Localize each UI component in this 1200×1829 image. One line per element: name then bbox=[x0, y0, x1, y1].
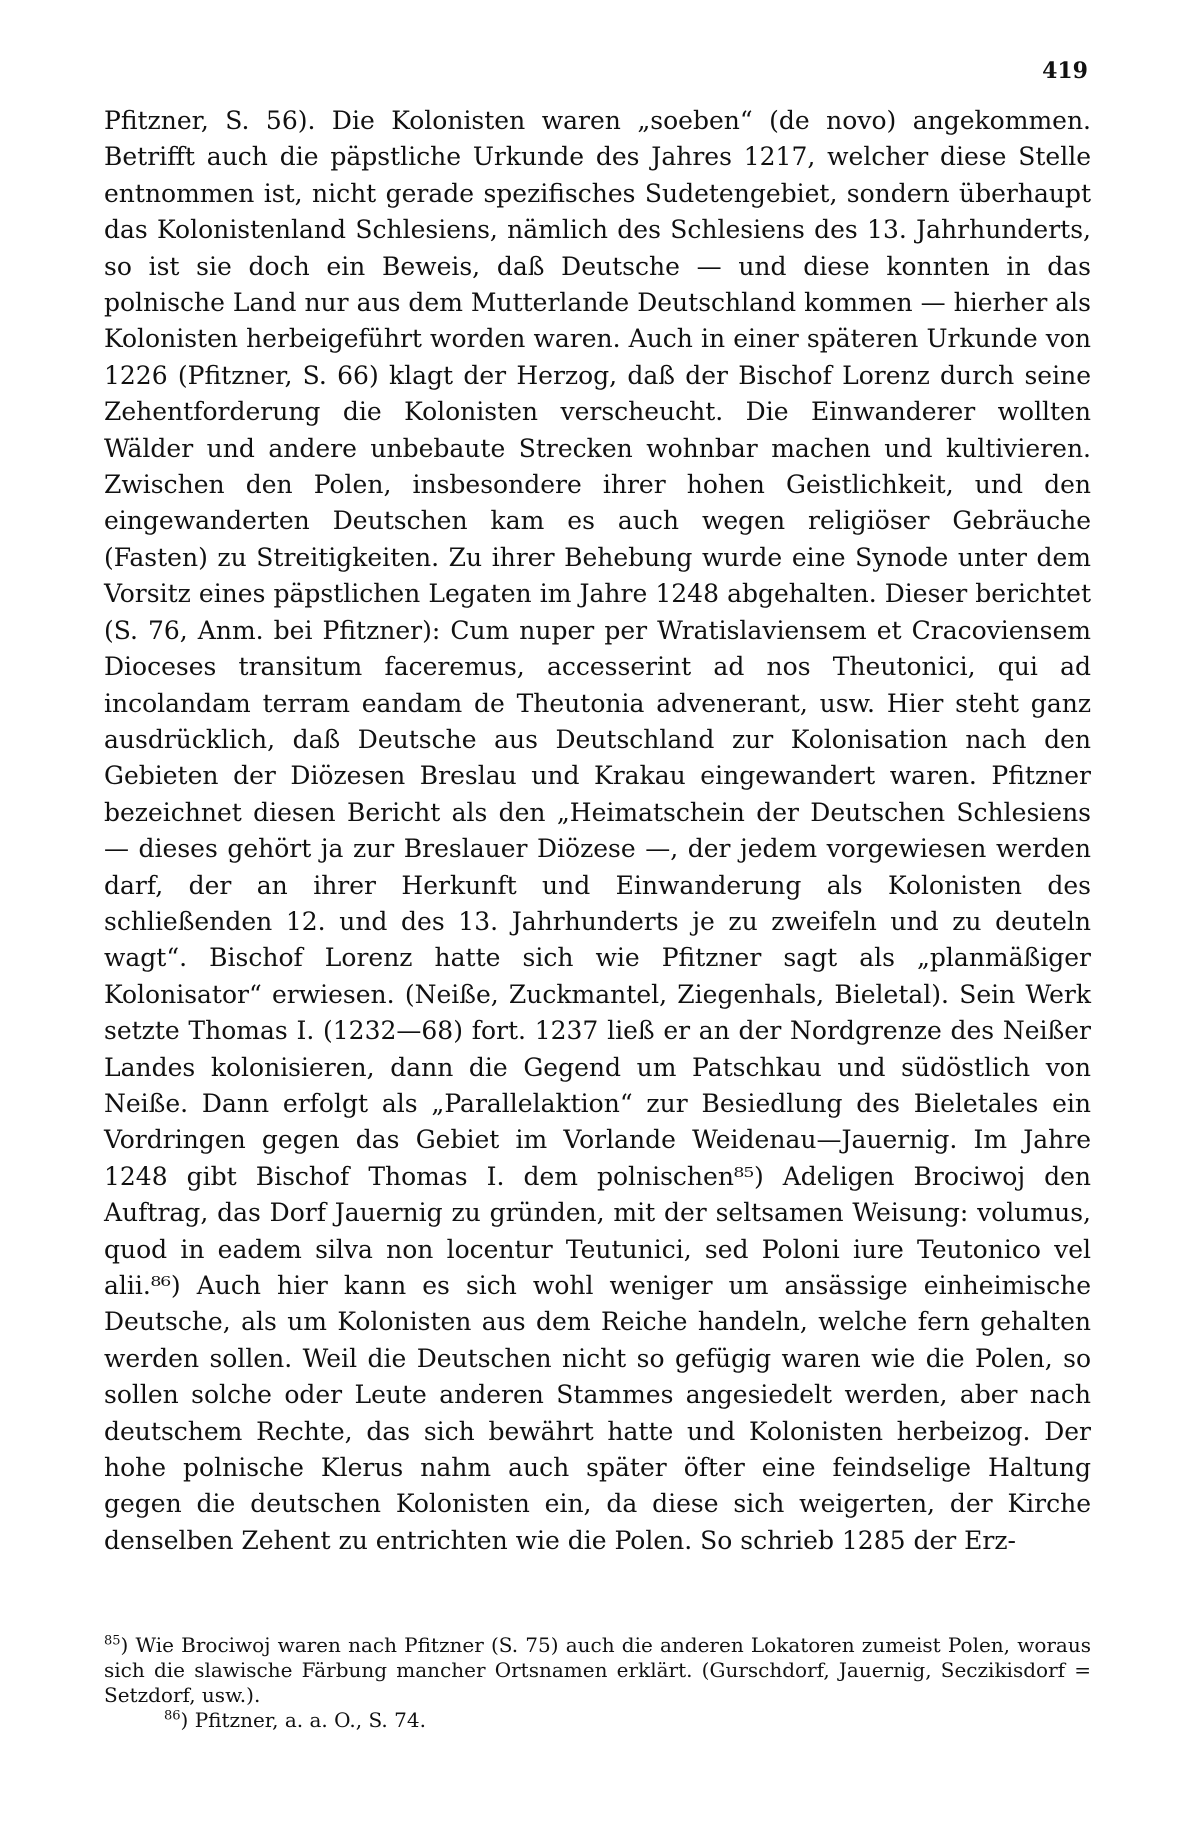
body-paragraph: Pfitzner, S. 56). Die Kolonisten waren „soeben“ (de novo) angekommen. Betrifft auch die päpstliche Urkunde des Jahres 1217, welcher diese Stelle entnommen ist, nicht gerade spezifisches Sudetengebiet, sondern überhaupt das Kolonistenland Schlesiens, nämlich des Schlesiens des 13. Jahrhunderts, so ist sie doch ein Beweis, daß Deutsche — und diese konnten in das polnische Land nur aus dem Mutterlande Deutschland kommen — hierher als Kolonisten herbeigeführt worden waren. Auch in einer späteren Urkunde von 1226 (Pfitzner, S. 66) klagt der Herzog, daß der Bischof Lorenz durch seine Zehentforderung die Kolonisten verscheucht. Die Einwanderer wollten Wälder und andere unbebaute Strecken wohnbar machen und kultivieren. Zwischen den Polen, insbesondere ihrer hohen Geistlichkeit, und den eingewanderten Deutschen kam es auch wegen religiöser Gebräuche (Fasten) zu Streitigkeiten. Zu ihrer Behebung wurde eine Synode unter dem Vorsitz eines päpstlichen Legaten im Jahre 1248 abgehalten. Dieser berichtet (S. 76, Anm. bei Pfitzner): Cum nuper per Wratislaviensem et Cracoviensem Dioceses transitum faceremus, accesserint ad nos Theutonici, qui ad incolandam terram eandam de Theutonia advenerant, usw. Hier steht ganz ausdrücklich, daß Deutsche aus Deutschland zur Kolonisation nach den Gebieten der Diözesen Breslau und Krakau eingewandert waren. Pfitzner bezeichnet diesen Bericht als den „Heimatschein der Deutschen Schlesiens — dieses gehört ja zur Breslauer Diözese —, der jedem vorgewiesen werden darf, der an ihrer Herkunft und Einwanderung als Kolonisten des schließenden 12. und des 13. Jahrhunderts je zu zweifeln und zu deuteln wagt“. Bischof Lorenz hatte sich wie Pfitzner sagt als „planmäßiger Kolonisator“ erwiesen. (Neiße, Zuckmantel, Ziegenhals, Bieletal). Sein Werk setzte Thomas I. (1232—68) fort. 1237 ließ er an der Nordgrenze des Neißer Landes kolonisieren, dann die Gegend um Patschkau und südöstlich von Neiße. Dann erfolgt als „Parallelaktion“ zur Besiedlung des Bieletales ein Vordringen gegen das Gebiet im Vorlande Weidenau—Jauernig. Im Jahre 1248 gibt Bischof Thomas I. dem polnischen⁸⁵) Adeligen Brociwoj den Auftrag, das Dorf Jauernig zu gründen, mit der seltsamen Weisung: volumus, quod in eadem silva non locentur Teutunici, sed Poloni iure Teutonico vel alii.⁸⁶) Auch hier kann es sich wohl weniger um ansässige einheimische Deutsche, als um Kolonisten aus dem Reiche handeln, welche fern gehalten werden sollen. Weil die Deutschen nicht so gefügig waren wie die Polen, so sollen solche oder Leute anderen Stammes angesiedelt werden, aber nach deutschem Rechte, das sich bewährt hatte und Kolonisten herbeizog. Der hohe polnische Klerus nahm auch später öfter eine feindselige Haltung gegen die deutschen Kolonisten ein, da diese sich weigerten, der Kirche denselben Zehent zu entrichten wie die Polen. So schrieb 1285 der Erz- bbox=[104, 106, 1091, 1555]
footnote-86-text: ) Pfitzner, a. a. O., S. 74. bbox=[180, 1708, 426, 1732]
body-text bbox=[104, 103, 1091, 1559]
page-number: 419 bbox=[1042, 58, 1088, 84]
footnote-85-text: ) Wie Brociwoj waren nach Pfitzner (S. 75) auch die anderen Lokatoren zumeist Polen, woraus sich die slawische Färbung mancher Ortsnamen erklärt. (Gurschdorf, Jauernig, Seczikisdorf = Setzdorf, usw.). bbox=[104, 1633, 1091, 1707]
footnote-85 bbox=[104, 1633, 1091, 1708]
footnote-85-marker: 85 bbox=[104, 1633, 121, 1649]
footnote-86-marker: 86 bbox=[164, 1708, 181, 1724]
footnotes bbox=[104, 1633, 1091, 1733]
footnote-86 bbox=[104, 1708, 1091, 1733]
